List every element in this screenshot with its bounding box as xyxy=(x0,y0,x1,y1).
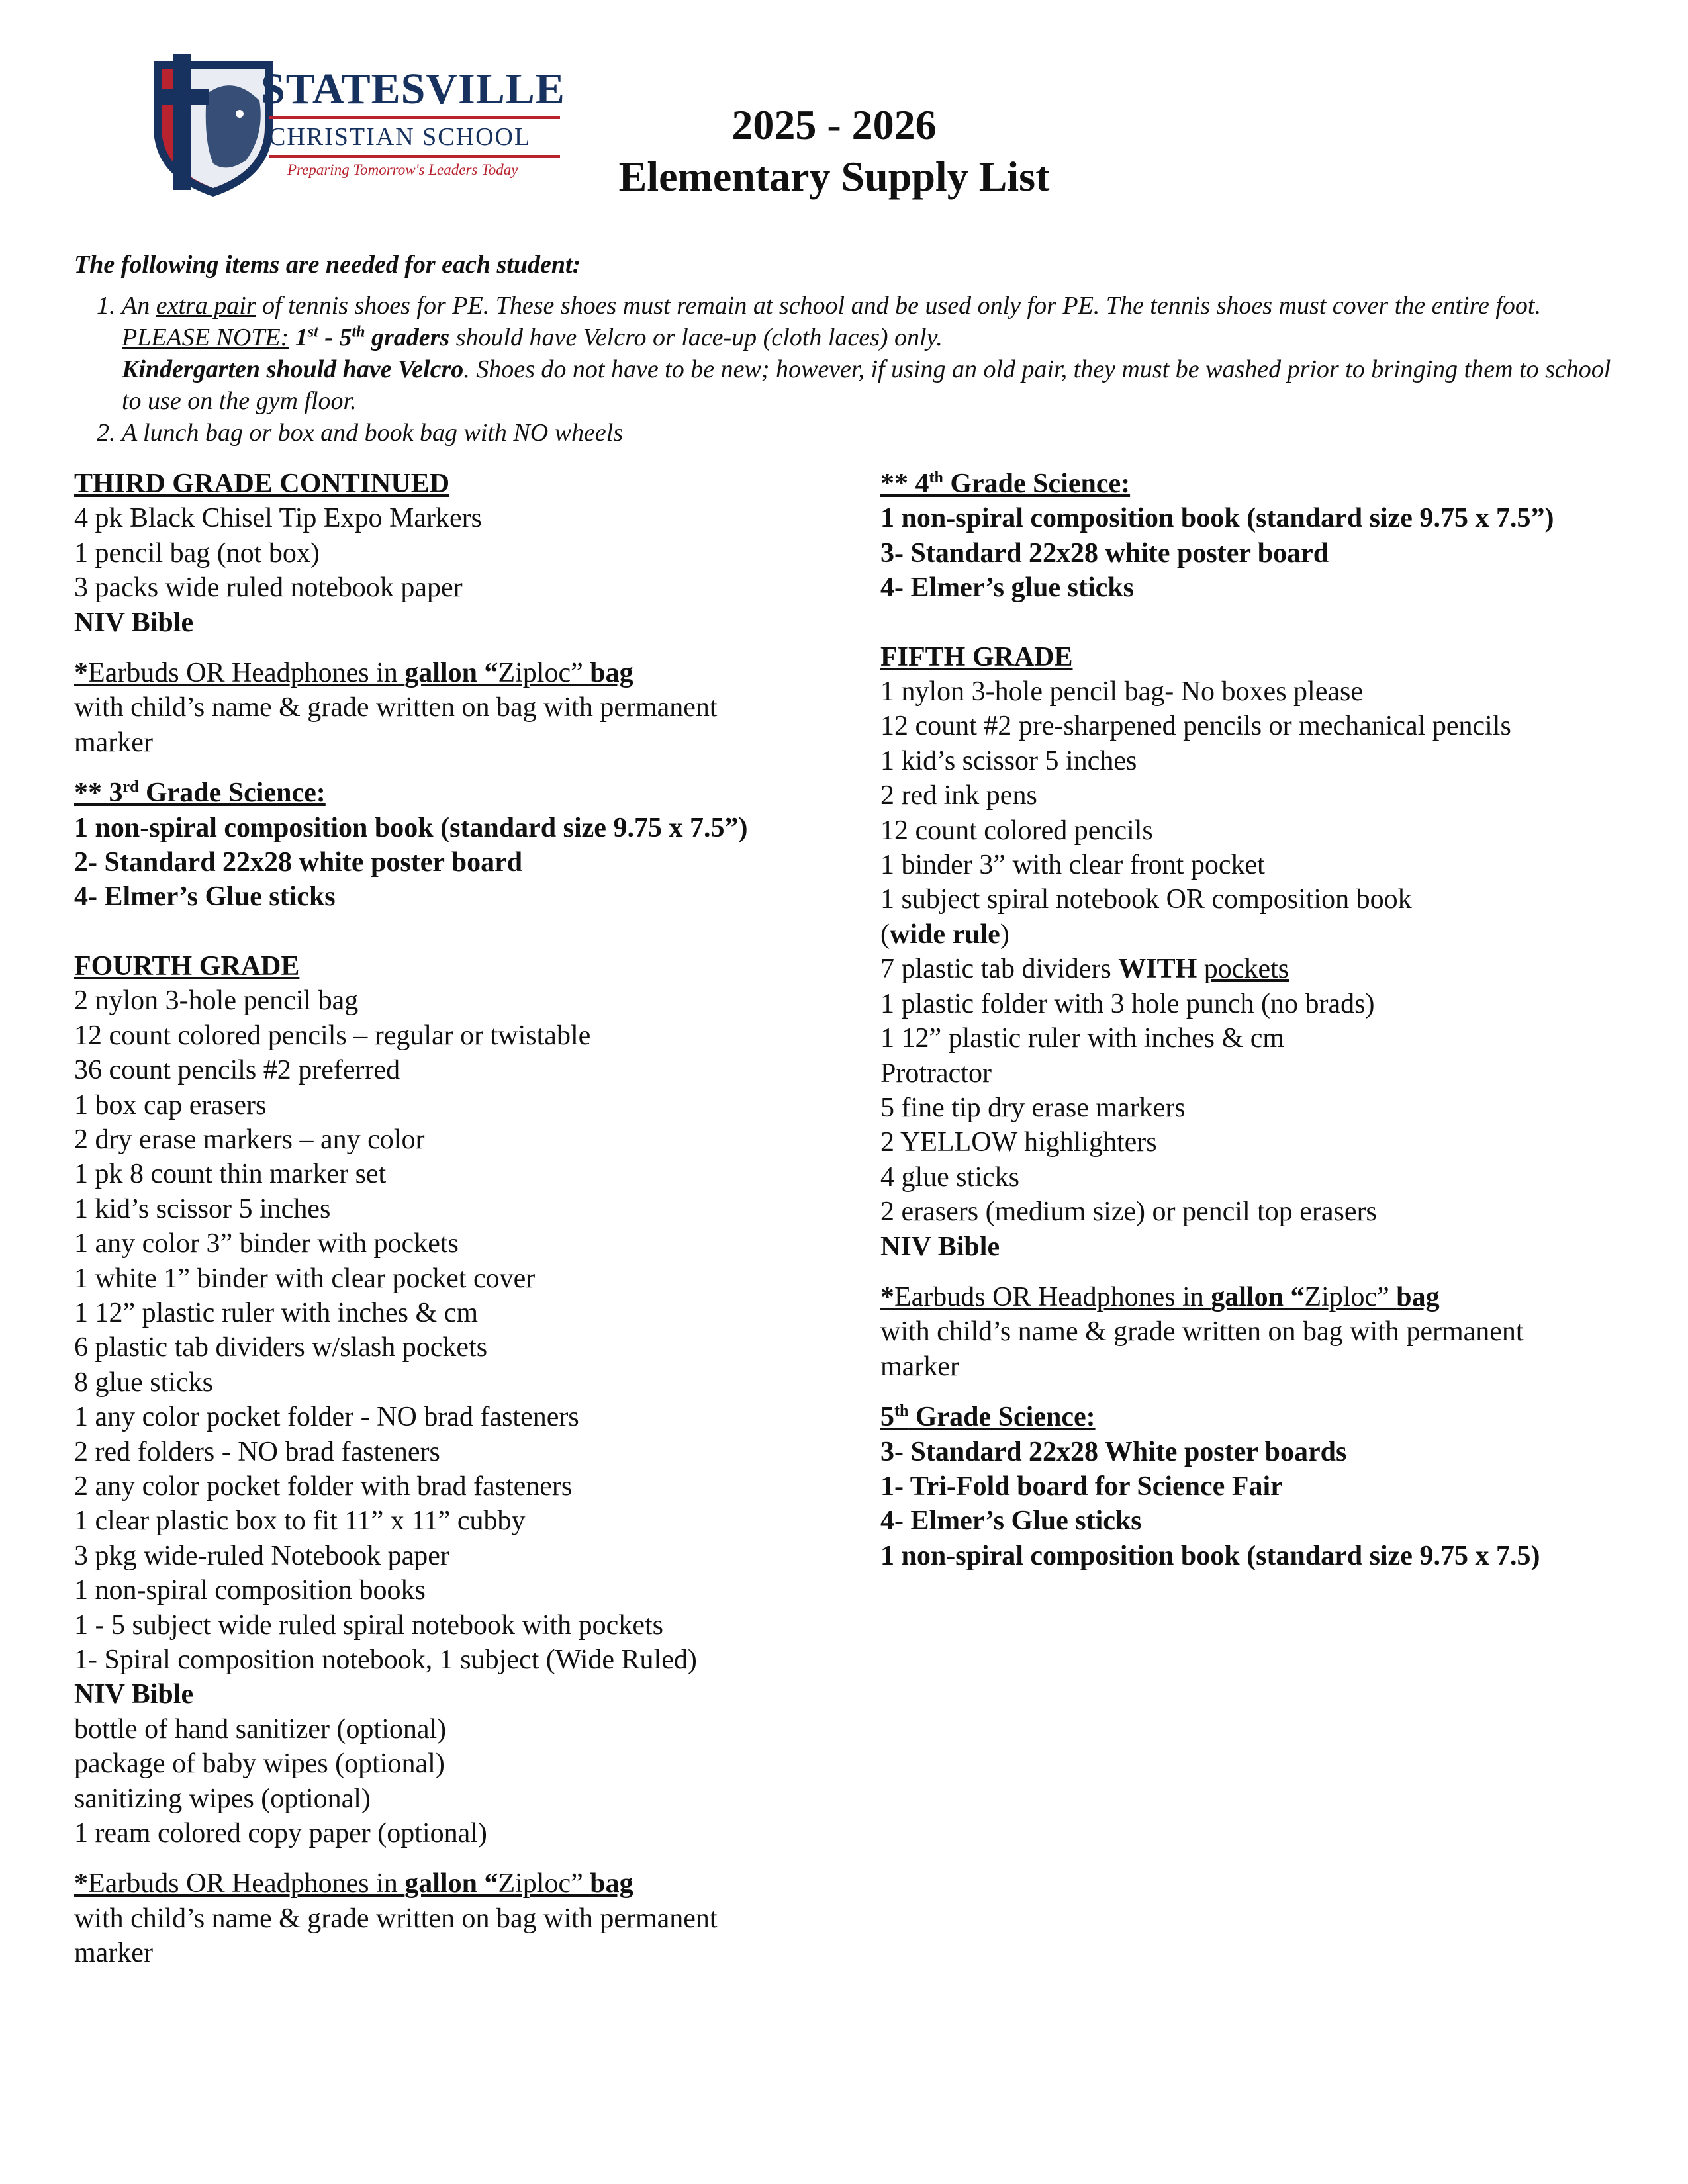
list-item: 4 glue sticks xyxy=(880,1161,1019,1193)
earbuds-note: *Earbuds OR Headphones in gallon “Ziploc” bag with child’s name & grade written on bag with permanent marker xyxy=(74,1868,718,1969)
list-item: 6 plastic tab dividers w/slash pockets xyxy=(74,1332,488,1363)
list-item: 1 - 5 subject wide ruled spiral notebook with pockets xyxy=(74,1610,663,1641)
list-item: 5 fine tip dry erase markers xyxy=(880,1092,1186,1123)
list-item: 2 nylon 3-hole pencil bag xyxy=(74,985,359,1017)
school-logo xyxy=(147,48,571,200)
logo-rule xyxy=(269,155,560,158)
list-item: Protractor xyxy=(880,1058,992,1089)
section-heading: ** 3rd Grade Science: xyxy=(74,778,326,809)
list-item: 1 kid’s scissor 5 inches xyxy=(74,1193,331,1224)
list-item: bottle of hand sanitizer (optional) xyxy=(74,1713,447,1745)
list-item: 1- Spiral composition notebook, 1 subject (Wide Ruled) xyxy=(74,1645,697,1675)
list-item: NIV Bible xyxy=(880,1231,1000,1262)
text: of tennis shoes for PE. These shoes must remain at school and be used only for PE. The tennis shoes must cover the entire foot. xyxy=(256,292,1541,320)
list-item: 1 pencil bag (not box) xyxy=(74,537,320,569)
list-item: package of baby wipes (optional) xyxy=(74,1749,445,1780)
list-item: 4 pk Black Chisel Tip Expo Markers xyxy=(74,503,482,534)
section-heading: FOURTH GRADE xyxy=(74,950,300,981)
list-item: 1 binder 3” with clear front pocket xyxy=(880,850,1265,881)
list-item: NIV Bible xyxy=(74,607,194,638)
fourth-science-section xyxy=(880,467,1662,606)
list-title: Elementary Supply List xyxy=(618,153,1050,200)
section-heading: 5th Grade Science: xyxy=(880,1402,1096,1433)
list-item: 2 red folders - NO brad fasteners xyxy=(74,1436,440,1467)
list-item: 1 non-spiral composition books xyxy=(74,1575,426,1606)
list-item: 1 nylon 3-hole pencil bag- No boxes please xyxy=(880,676,1363,707)
list-item: 12 count #2 pre-sharpened pencils or mechanical pencils xyxy=(880,711,1511,742)
list-item: 2 dry erase markers – any color xyxy=(74,1124,425,1155)
text: should have Velcro or lace-up (cloth laces) only. xyxy=(449,324,943,351)
third-science-section xyxy=(74,776,868,915)
list-item: 4- Elmer’s glue sticks xyxy=(880,572,1134,604)
earbuds-note: *Earbuds OR Headphones in gallon “Ziploc” bag with child’s name & grade written on bag with permanent marker xyxy=(74,658,718,758)
list-item: 12 count colored pencils xyxy=(880,815,1153,846)
list-item: 1- Tri-Fold board for Science Fair xyxy=(880,1471,1283,1502)
list-item: 3- Standard 22x28 White poster boards xyxy=(880,1436,1347,1467)
third-grade-section xyxy=(74,467,868,640)
list-item: 1 kid’s scissor 5 inches xyxy=(880,745,1137,776)
intro-lead: The following items are needed for each student: xyxy=(74,251,581,279)
list-item: 36 count pencils #2 preferred xyxy=(74,1055,400,1086)
list-item: 1 non-spiral composition book (standard size 9.75 x 7.5”) xyxy=(880,503,1554,534)
shield-cross-lion-icon xyxy=(147,48,279,200)
list-item: 2 YELLOW highlighters xyxy=(880,1127,1157,1158)
logo-text xyxy=(261,66,572,179)
school-year: 2025 - 2026 xyxy=(731,101,937,148)
list-item: 2 any color pocket folder with brad fasteners xyxy=(74,1471,573,1502)
list-item: 1 pk 8 count thin marker set xyxy=(74,1159,387,1190)
list-item: 4- Elmer’s Glue sticks xyxy=(74,882,336,913)
list-item: 12 count colored pencils – regular or twistable xyxy=(74,1020,591,1051)
list-item: 3 packs wide ruled notebook paper xyxy=(74,572,463,604)
text: An xyxy=(122,292,156,320)
fifth-science-section xyxy=(880,1400,1662,1573)
list-item: NIV Bible xyxy=(74,1679,194,1710)
list-item: 1 non-spiral composition book (standard size 9.75 x 7.5”) xyxy=(74,812,748,843)
intro-item-lunch: 2. A lunch bag or box and book bag with NO wheels xyxy=(122,417,1617,449)
earbuds-note: *Earbuds OR Headphones in gallon “Ziploc” bag with child’s name & grade written on bag with permanent marker xyxy=(880,1281,1524,1382)
list-item: 3 pkg wide-ruled Notebook paper xyxy=(74,1540,449,1571)
grades: 1st - 5th graders xyxy=(295,323,450,351)
page-title xyxy=(543,99,1125,203)
list-item: 1 any color pocket folder - NO brad fasteners xyxy=(74,1402,579,1433)
logo-school-name: STATESVILLE xyxy=(261,65,565,113)
logo-tagline: Preparing Tomorrow's Leaders Today xyxy=(287,161,518,178)
kindergarten-note: Kindergarten should have Velcro xyxy=(122,355,464,383)
list-item: 1 12” plastic ruler with inches & cm xyxy=(880,1023,1285,1054)
text: . Shoes do not have to be new; however, if using an old pair, they must be washed prior to bringing them to school to use on the gym floor. xyxy=(122,355,1611,415)
section-heading: FIFTH GRADE xyxy=(880,641,1073,672)
list-item: 1 clear plastic box to fit 11” x 11” cubby xyxy=(74,1506,526,1537)
intro-list xyxy=(74,290,1617,449)
fourth-grade-section xyxy=(74,949,868,1851)
list-item: 1 box cap erasers xyxy=(74,1089,267,1120)
list-item: 1 non-spiral composition book (standard size 9.75 x 7.5) xyxy=(880,1540,1540,1571)
right-column xyxy=(880,467,1662,1589)
list-item: 3- Standard 22x28 white poster board xyxy=(880,537,1329,569)
list-item: 1 any color 3” binder with pockets xyxy=(74,1228,459,1259)
list-item: 2- Standard 22x28 white poster board xyxy=(74,847,523,878)
list-item: 1 ream colored copy paper (optional) xyxy=(74,1818,487,1849)
list-item: 8 glue sticks xyxy=(74,1367,213,1398)
fifth-grade-section xyxy=(880,640,1662,1264)
list-item: 1 plastic folder with 3 hole punch (no brads) xyxy=(880,988,1375,1019)
section-heading: ** 4th Grade Science: xyxy=(880,469,1131,499)
intro xyxy=(74,249,1617,449)
intro-item-shoes xyxy=(122,290,1617,417)
list-item: (wide rule) xyxy=(880,919,1009,950)
list-item: 7 plastic tab dividers WITH pockets xyxy=(880,954,1289,985)
text: extra pair xyxy=(156,292,256,320)
list-item: 2 red ink pens xyxy=(880,780,1037,811)
list-item: 4- Elmer’s Glue sticks xyxy=(880,1506,1142,1537)
list-item: 1 white 1” binder with clear pocket cover xyxy=(74,1263,536,1294)
please-note: PLEASE NOTE: xyxy=(122,324,289,351)
logo-rule xyxy=(269,116,560,119)
list-item: 1 subject spiral notebook OR composition book xyxy=(880,884,1412,915)
logo-school-subname: CHRISTIAN SCHOOL xyxy=(269,123,532,151)
left-column xyxy=(74,467,868,1987)
list-item: 1 12” plastic ruler with inches & cm xyxy=(74,1297,479,1328)
list-item: 2 erasers (medium size) or pencil top erasers xyxy=(880,1197,1377,1228)
section-heading: THIRD GRADE CONTINUED xyxy=(74,469,450,499)
list-item: sanitizing wipes (optional) xyxy=(74,1783,371,1814)
